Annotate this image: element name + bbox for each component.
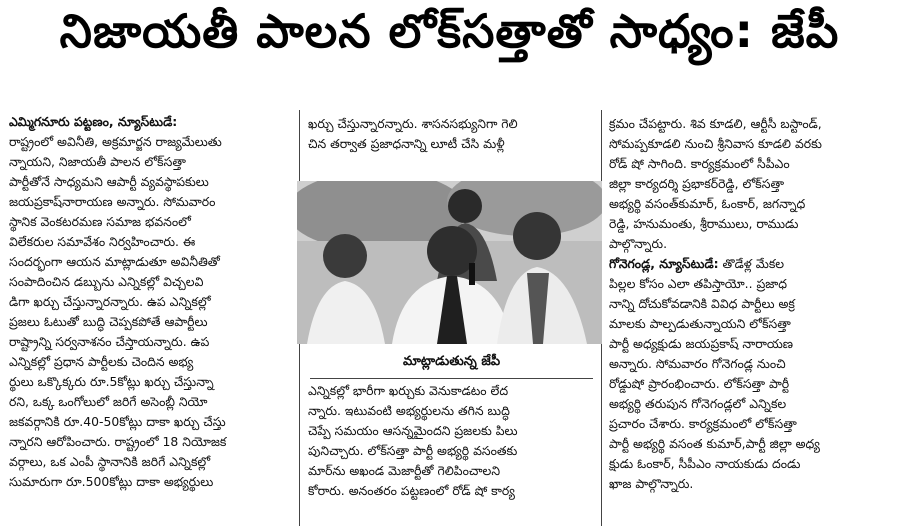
article-line: రోడ్డుషో ప్రారంభించారు. లోక్‌సత్తా పార్టీ [609, 376, 790, 391]
article-line: ప్రచారం చేశారు. కార్యక్రమంలో లోక్‌సత్తా [609, 416, 797, 431]
article-line: మార్‌ను అఖండ మెజార్టీతో గెలిపించాలని [308, 463, 501, 478]
dateline-emmiganur: ఎమ్మిగనూరు పట్టణం, న్యూస్‌టుడే: [9, 114, 178, 129]
article-line: రోడ్ షో సాగింది. కార్యక్రమంలో సీపీఎం [609, 156, 790, 171]
article-line: రాష్ట్రాన్ని సర్వనాశనం చేస్తాయన్నారు. ఉప [9, 334, 210, 349]
column-3-body-b [609, 274, 892, 494]
article-line: పిల్లల కోసం ఎలా తపిస్తాయో.. ప్రజాధ [609, 276, 787, 291]
article-photo [297, 181, 602, 344]
article-line: పాల్గొన్నారు. [609, 236, 668, 251]
article-line: న్నారు. ఇటువంటి అభ్యర్థులను తగిన బుద్ధి [308, 403, 510, 418]
article-line: న్నాయని, నిజాయతీ పాలన లోక్‌సత్తా [9, 154, 186, 169]
article-line: మాలకు పాల్పడుతున్నాయని లోక్‌సత్తా [609, 316, 791, 331]
article-line: ఎన్నికల్లో ప్రధాన పార్టీలకు చెందిన అభ్య [9, 354, 194, 369]
article-line: ప్రజలు ఓటుతో బుద్ధి చెప్పకపోతే ఆపార్టీలు [9, 314, 208, 329]
article-line: స్థానిక వెంకటరమణ సమాజ భవనంలో [9, 214, 191, 229]
column-3 [609, 114, 892, 494]
article-line: సుమారుగా రూ.500కోట్లు దాకా అభ్యర్థులు [9, 474, 214, 489]
article-line: అన్నారు. సోమవారం గోనెగండ్ల నుంచి [609, 356, 786, 371]
article-line: చిన తర్వాత ప్రజాధనాన్ని లూటీ చేసి మళ్లీ [308, 136, 505, 151]
photo-illustration [297, 181, 602, 344]
dateline-gonegandla-line [609, 254, 892, 274]
article-line: పార్టీ అధ్యక్షుడు జయప్రకాష్ నారాయణ [609, 336, 794, 351]
article-line: సోమప్పకూడలి నుంచి శ్రీనివాస కూడలి వరకు [609, 136, 822, 151]
article-line: న్నారని ఆరోపించారు. రాష్ట్రంలో 18 నియోజక [9, 434, 227, 449]
dateline-gonegandla: గోనెగండ్ల, న్యూస్‌టుడే: [609, 256, 719, 271]
article-line: వర్గాలు, ఒక ఎంపీ స్థానానికి జరిగే ఎన్నికల్లో [9, 454, 211, 469]
article-line: సందర్భంగా ఆయన మాట్లాడుతూ అవినీతితో [9, 254, 220, 269]
article-line: రని, ఒక్క ఒంగోలులో జరిగే అసెంబ్లీ నియో [9, 394, 208, 409]
article-line: జకవర్గానికి రూ.40-50కోట్లు దాకా ఖర్చు చేస్తు [9, 414, 226, 429]
article-line: అభ్యర్థి తరుపున గోనెగండ్లలో ఎన్నికల [609, 396, 787, 411]
article-line: జయప్రకాష్‌నారాయణ అన్నారు. సోమవారం [9, 194, 216, 209]
article-line: జిల్లా కార్యదర్శి ప్రభాకర్‌రెడ్డి, లోక్‌సత్తా [609, 176, 784, 191]
article-line: కోరారు. అనంతరం పట్టణంలో రోడ్ షో కార్య [308, 483, 515, 498]
column-1-body [9, 132, 292, 492]
column-2-bottom-body [308, 381, 593, 501]
article-line: ఎన్నికల్లో భారీగా ఖర్చుకు వెనుకాడటం లేద [308, 383, 509, 398]
article-line: అభ్యర్థి వసంత్‌కుమార్, ఓంకార్, జగన్నాధ [609, 196, 806, 211]
column-2-top [308, 114, 593, 154]
article-line: పార్టీ అభ్యర్థి వసంత కుమార్,పార్టీ జిల్లా అధ్య [609, 436, 820, 451]
column-2-top-body [308, 114, 593, 154]
article-line: రెడ్డి, హనుమంతు, శ్రీరాములు, రాముడు [609, 216, 799, 231]
photo-caption: మాట్లాడుతున్న జేపీ [402, 354, 501, 369]
article-line: పునిచ్చారు. లోక్‌సత్తా పార్టీ అభ్యర్థి వసంతకు [308, 443, 518, 458]
column-3-body-a [609, 114, 892, 254]
article-line: క్షుడు ఓంకార్, సీపీఎం నాయకుడు దండు [609, 456, 801, 471]
article-line: ఖర్చు చేస్తున్నారన్నారు. శాసనసభ్యునిగా గెలి [308, 116, 518, 131]
article-line: పార్టీతోనే సాధ్యమని ఆపార్టీ వ్యవస్థాపకులు [9, 174, 209, 189]
article-line: సంపాదించిన డబ్బును ఎన్నికల్లో విచ్చలవి [9, 274, 204, 289]
column-1 [9, 112, 292, 492]
column-2-bottom [308, 381, 593, 501]
caption-rule [310, 378, 593, 379]
dateline-gonegandla-rest: తొడేళ్ల మేకల [718, 256, 785, 271]
article-line: నాన్ని దోచుకోవడానికి వివిధ పార్టీలు అక్ర [609, 296, 795, 311]
article-line: విలేకరుల సమావేశం నిర్వహించారు. ఈ [9, 234, 196, 249]
article-line: క్రమం చేపట్టారు. శివ కూడలి, ఆర్టీసీ బస్టాండ్, [609, 116, 822, 131]
article-line: చెప్పే సమయం ఆసన్నమైందని ప్రజలకు పిలు [308, 423, 518, 438]
article-line: ర్థులు ఒక్కొక్కరు రూ.5కోట్లు ఖర్చు చేస్తున్నా [9, 374, 214, 389]
article-line: రాష్ట్రంలో అవినీతి, అక్రమార్జన రాజ్యమేలుతు [9, 134, 222, 149]
article-headline: నిజాయతీ పాలన లోక్‌సత్తాతో సాధ్యం: జేపీ [59, 4, 840, 58]
article-line: డిగా ఖర్చు చేస్తున్నారన్నారు. ఉప ఎన్నికల్లో [9, 294, 211, 309]
article-line: ఖాజ పాల్గొన్నారు. [609, 476, 694, 491]
